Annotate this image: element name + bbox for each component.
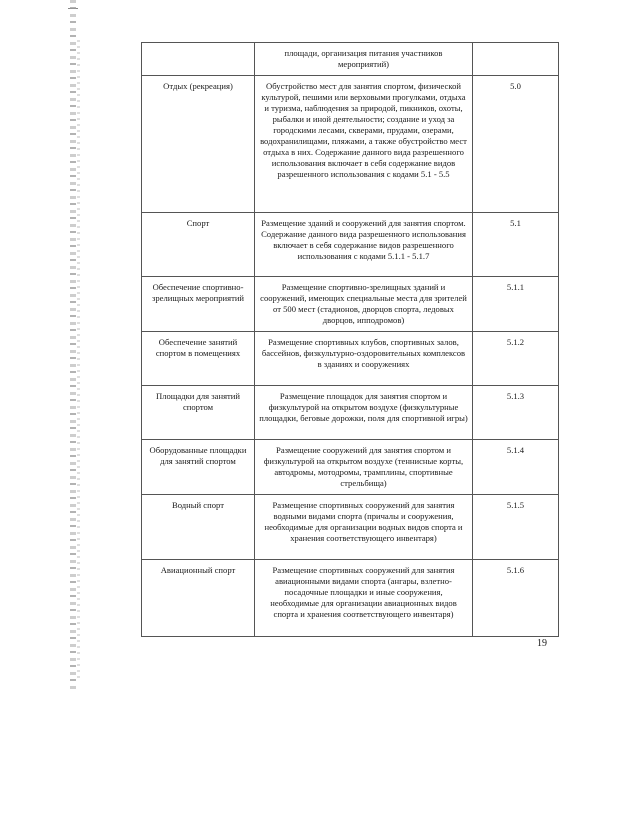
- table-row: [142, 560, 559, 637]
- use-description-cell: Размещение спортивных сооружений для занятия авиационными видами спорта (ангары, взлетно-посадочные площадки и иные сооружения, необходимые для организации авиационных видов спорта и хранения соответствующего инвентаря): [255, 560, 473, 637]
- use-code-cell: 5.1.1: [473, 277, 559, 332]
- use-name-cell: Авиационный спорт: [142, 560, 255, 637]
- use-description-cell: Размещение спортивно-зрелищных зданий и сооружений, имеющих специальные места для зрителей от 500 мест (стадионов, дворцов спорта, ледовых дворцов, ипподромов): [255, 277, 473, 332]
- use-description-cell: Размещение площадок для занятия спортом и физкультурой на открытом воздухе (физкультурные площадки, беговые дорожки, поля для спортивной игры): [255, 386, 473, 440]
- table-row: [142, 76, 559, 213]
- page-number: 19: [537, 638, 547, 649]
- table-row: [142, 43, 559, 76]
- use-description-cell: Размещение спортивных сооружений для занятия водными видами спорта (причалы и сооружения, необходимые для организации водных видов спорта и хранения соответствующего инвентаря): [255, 495, 473, 560]
- use-name-cell: Водный спорт: [142, 495, 255, 560]
- use-code-cell: 5.1.3: [473, 386, 559, 440]
- table-row: [142, 332, 559, 386]
- use-description-cell: Размещение зданий и сооружений для занятия спортом. Содержание данного вида разрешенного использования включает в себя содержание видов разрешенного использования с кодами 5.1.1 - 5.1.7: [255, 213, 473, 277]
- use-code-cell: 5.1.2: [473, 332, 559, 386]
- use-code-cell: 5.1.4: [473, 440, 559, 495]
- table-row: [142, 213, 559, 277]
- use-name-cell: Обеспечение занятий спортом в помещениях: [142, 332, 255, 386]
- land-use-table: [141, 42, 559, 637]
- use-description-cell: Размещение спортивных клубов, спортивных залов, бассейнов, физкультурно-оздоровительных комплексов в зданиях и сооружениях: [255, 332, 473, 386]
- scan-artifact-strip: [70, 0, 76, 690]
- use-code-cell: 5.1.6: [473, 560, 559, 637]
- use-name-cell: Обеспечение спортивно-зрелищных мероприятий: [142, 277, 255, 332]
- table-row: [142, 386, 559, 440]
- use-description-cell: Обустройство мест для занятия спортом, физической культурой, пешими или верховыми прогулками, отдыха и туризма, наблюдения за природой, пикников, охоты, рыбалки и иной деятельности; создание и уход за городскими лесами, скверами, прудами, озерами, водохранилищами, пляжами, а также обустройство мест отдыха в них. Содержание данного вида разрешенного использования включает в себя содержание видов разрешенного использования с кодами 5.1 - 5.5: [255, 76, 473, 213]
- table-row: [142, 277, 559, 332]
- use-code-cell: 5.1: [473, 213, 559, 277]
- use-name-cell: Площадки для занятий спортом: [142, 386, 255, 440]
- table-row: [142, 440, 559, 495]
- use-name-cell: Отдых (рекреация): [142, 76, 255, 213]
- use-name-cell: Оборудованные площадки для занятий спортом: [142, 440, 255, 495]
- use-code-cell: [473, 43, 559, 76]
- use-code-cell: 5.1.5: [473, 495, 559, 560]
- use-code-cell: 5.0: [473, 76, 559, 213]
- table-row: [142, 495, 559, 560]
- use-name-cell: [142, 43, 255, 76]
- use-description-cell: площади, организация питания участников мероприятий): [255, 43, 473, 76]
- scan-artifact-strip-thin: [77, 40, 80, 680]
- use-description-cell: Размещение сооружений для занятия спортом и физкультурой на открытом воздухе (теннисные корты, автодромы, мотодромы, трамплины, спортивные стрельбища): [255, 440, 473, 495]
- use-name-cell: Спорт: [142, 213, 255, 277]
